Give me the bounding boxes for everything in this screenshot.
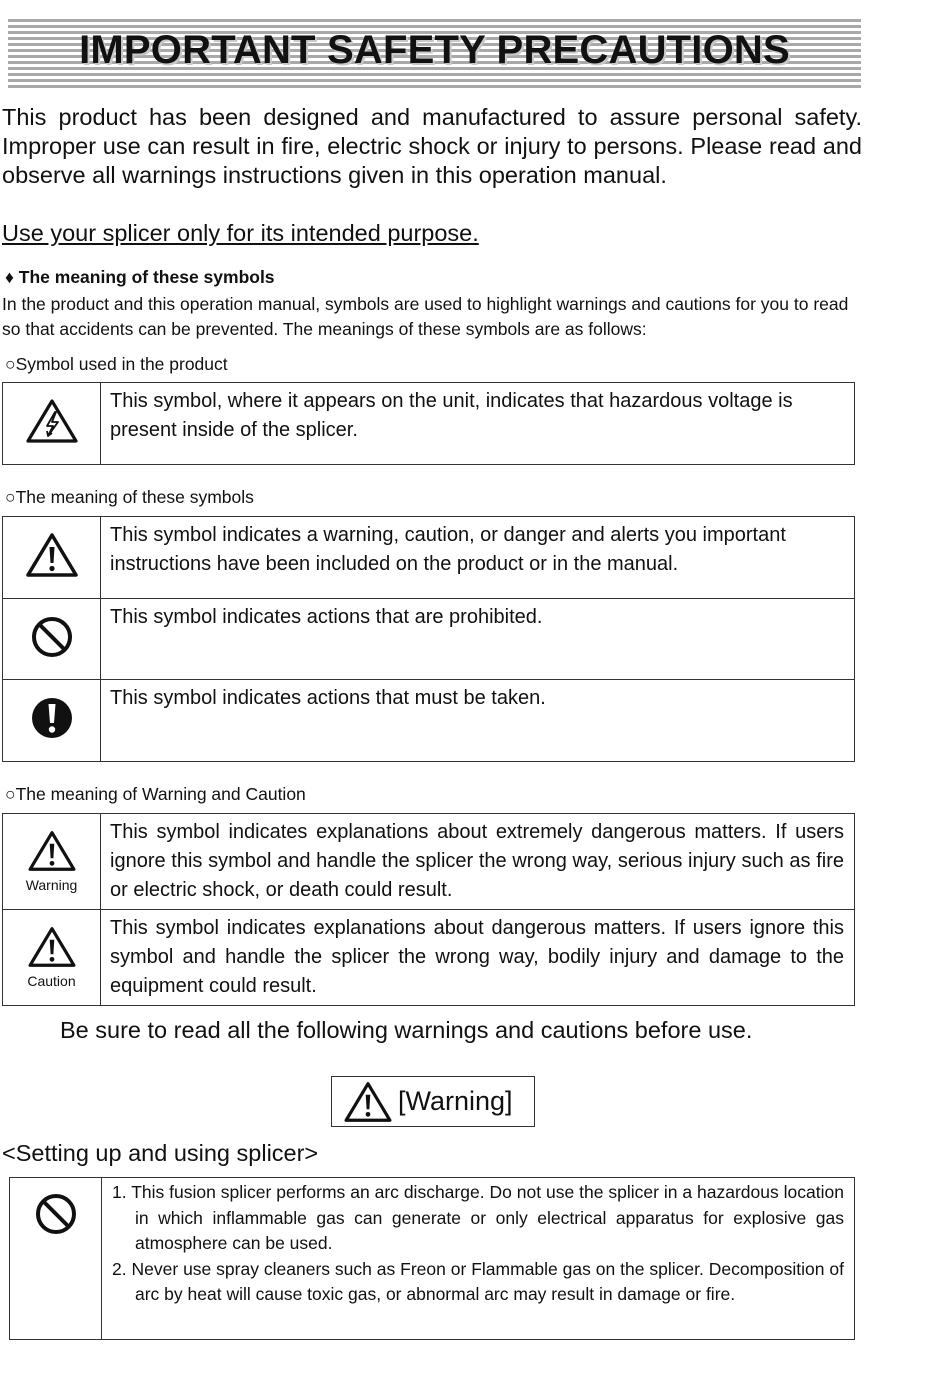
table-row [3, 383, 855, 465]
icon-cell [10, 1178, 102, 1340]
symbol-description: This symbol indicates explanations about dangerous matters. If users ignore this symbol and handle the splicer the wrong way, bodily injury and damage to the equipment could result. [101, 910, 855, 1006]
page-title: IMPORTANT SAFETY PRECAUTIONS [79, 28, 790, 72]
product-symbol-heading: ○Symbol used in the product [5, 354, 228, 374]
table-row [3, 814, 855, 910]
title-banner [8, 19, 861, 91]
high-voltage-icon [26, 398, 78, 444]
meaning-symbols-heading: ○The meaning of these symbols [5, 487, 254, 507]
list-item: 2. Never use spray cleaners such as Freon or Flammable gas on the splicer. Decomposition of arc by heat will cause toxic gas, or abnormal arc may result in damage or fire. [112, 1258, 844, 1304]
table-row [3, 599, 855, 680]
symbol-description: This symbol indicates actions that are prohibited. [101, 599, 855, 680]
symbol-description: This symbol indicates actions that must be taken. [101, 680, 855, 762]
icon-cell [3, 680, 101, 762]
icon-cell [3, 517, 101, 599]
product-symbol-table [2, 382, 855, 465]
warning-label: Warning [25, 877, 78, 893]
intro-underlined-text: Use your splicer only for its intended purpose. [2, 220, 479, 246]
warning-triangle-icon [26, 532, 78, 578]
setting-section-heading: <Setting up and using splicer> [2, 1140, 319, 1166]
table-row [3, 517, 855, 599]
symbols-description: In the product and this operation manual, symbols are used to highlight warnings and cautions for you to read so that accidents can be prevented. The meanings of these symbols are as follows: [2, 294, 849, 339]
symbol-description: This symbol, where it appears on the unit, indicates that hazardous voltage is present inside of the splicer. [101, 383, 855, 465]
icon-cell [3, 383, 101, 465]
icon-cell [3, 910, 101, 1006]
warning-list [112, 1180, 844, 1308]
warning-caution-heading: ○The meaning of Warning and Caution [5, 784, 306, 804]
table-row [10, 1178, 855, 1340]
setting-warnings-table [9, 1177, 855, 1340]
icon-cell [3, 814, 101, 910]
warning-triangle-icon [28, 926, 76, 968]
prohibited-icon [30, 615, 74, 659]
table-row [3, 680, 855, 762]
prohibited-icon [34, 1192, 78, 1236]
symbol-description: This symbol indicates a warning, caution, or danger and alerts you important instructions have been included on the product or in the manual. [101, 517, 855, 599]
icon-cell [3, 599, 101, 680]
warning-box-label: [Warning] [398, 1086, 513, 1116]
warning-list-cell [102, 1178, 855, 1340]
meaning-symbols-table [2, 516, 855, 762]
intro-paragraph: This product has been designed and manufactured to assure personal safety. Improper use can result in fire, electric shock or injury to persons. Please read and observe all warnings instructions given in this operation manual. [2, 104, 862, 188]
warning-box [331, 1076, 535, 1127]
mandatory-action-icon [30, 696, 74, 740]
symbols-heading: ♦ The meaning of these symbols [5, 267, 275, 287]
table-row [3, 910, 855, 1006]
warning-triangle-icon [344, 1081, 392, 1123]
warning-triangle-icon [28, 830, 76, 872]
caution-label: Caution [27, 973, 76, 989]
read-all-notice: Be sure to read all the following warnings and cautions before use. [60, 1017, 753, 1043]
warning-caution-table [2, 813, 855, 1006]
symbol-description: This symbol indicates explanations about extremely dangerous matters. If users ignore this symbol and handle the splicer the wrong way, serious injury such as fire or electric shock, or death could result. [101, 814, 855, 910]
list-item: 1. This fusion splicer performs an arc discharge. Do not use the splicer in a hazardous location in which inflammable gas can generate or only electrical apparatus for explosive gas atmosphere can be used. [112, 1182, 844, 1253]
